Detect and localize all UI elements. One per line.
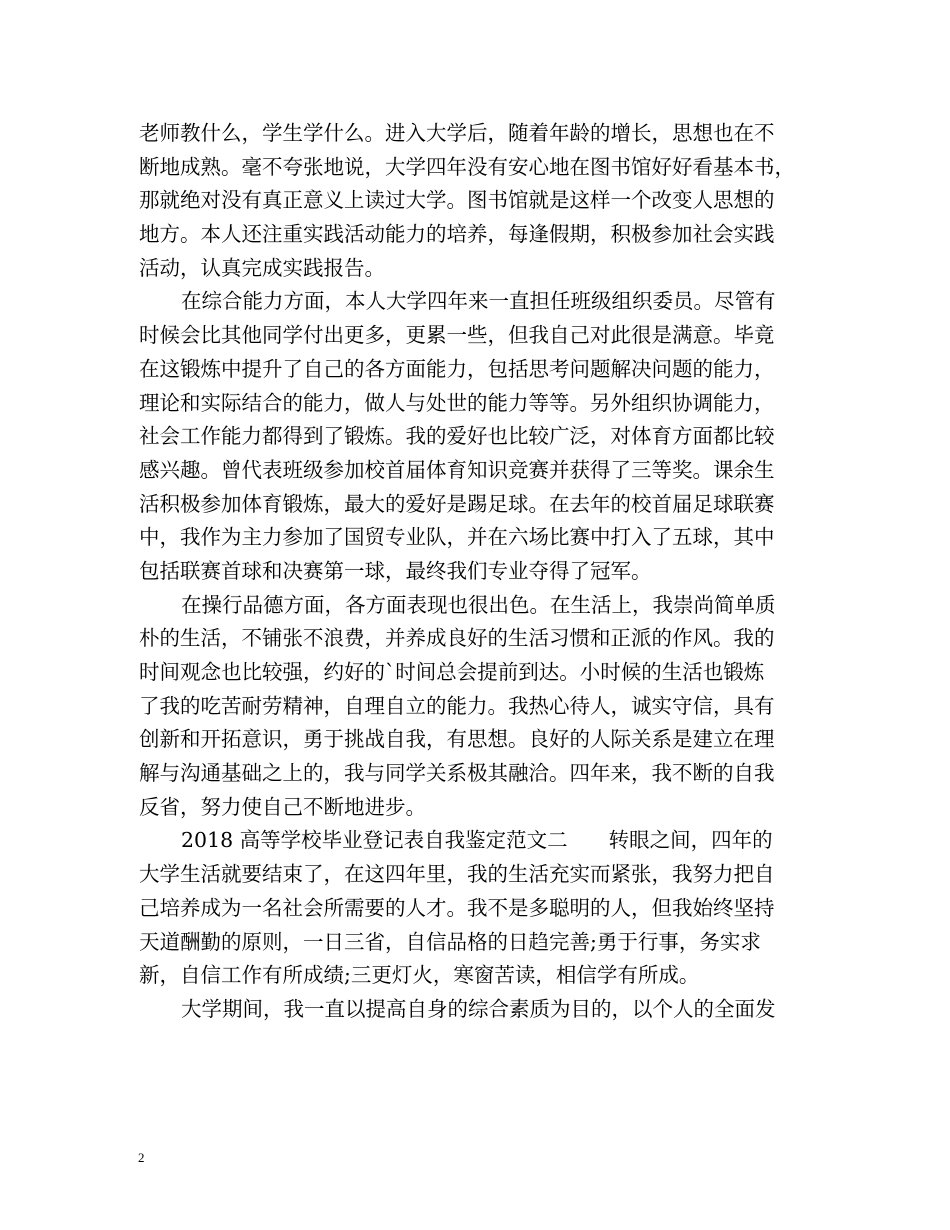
text-line: 社会工作能力都得到了锻炼。我的爱好也比较广泛，对体育方面都比较 (139, 424, 775, 449)
text-line: 在操行品德方面，各方面表现也很出色。在生活上，我崇尚简单质 (181, 592, 776, 617)
text-line: 时间观念也比较强，约好的`时间总会提前到达。小时候的生活也锻炼 (139, 660, 765, 684)
text-line: 感兴趣。曾代表班级参加校首届体育知识竞赛并获得了三等奖。课余生 (139, 457, 775, 482)
text-line: 己培养成为一名社会所需要的人才。我不是多聪明的人，但我始终坚持 (139, 895, 775, 920)
text-line: 理论和实际结合的能力，做人与处世的能力等等。另外组织协调能力， (139, 390, 775, 415)
text-line: 断地成熟。毫不夸张地说，大学四年没有安心地在图书馆好好看基本书， (139, 154, 795, 179)
text-line: 包括联赛首球和决赛第一球，最终我们专业夺得了冠军。 (139, 558, 652, 583)
page-number: 2 (138, 1150, 145, 1165)
text-line: 2018 高等学校毕业登记表自我鉴定范文二 转眼之间，四年的 (181, 828, 773, 853)
text-line: 活动，认真完成实践报告。 (139, 255, 385, 280)
text-line: 大学期间，我一直以提高自身的综合素质为目的，以个人的全面发 (181, 996, 776, 1021)
text-line: 在综合能力方面，本人大学四年来一直担任班级组织委员。尽管有 (181, 289, 776, 314)
text-line: 反省，努力使自己不断地进步。 (139, 794, 426, 819)
text-line: 老师教什么，学生学什么。进入大学后，随着年龄的增长，思想也在不 (139, 121, 775, 145)
document-body (139, 117, 819, 1027)
text-line: 天道酬勤的原则，一日三省，自信品格的日趋完善;勇于行事，务实求 (139, 929, 761, 954)
text-line: 中，我作为主力参加了国贸专业队，并在六场比赛中打入了五球，其中 (139, 525, 775, 550)
text-line: 在这锻炼中提升了自己的各方面能力，包括思考问题解决问题的能力， (139, 356, 775, 381)
text-line: 了我的吃苦耐劳精神，自理自立的能力。我热心待人，诚实守信，具有 (139, 693, 775, 718)
text-line: 创新和开拓意识，勇于挑战自我，有思想。良好的人际关系是建立在理 (139, 727, 775, 752)
text-line: 大学生活就要结束了，在这四年里，我的生活充实而紧张，我努力把自 (139, 862, 775, 887)
text-line: 地方。本人还注重实践活动能力的培养，每逢假期，积极参加社会实践 (139, 222, 775, 247)
text-line: 那就绝对没有真正意义上读过大学。图书馆就是这样一个改变人思想的 (139, 188, 775, 213)
text-line: 活积极参加体育锻炼，最大的爱好是踢足球。在去年的校首届足球联赛 (139, 491, 775, 516)
text-line: 时候会比其他同学付出更多，更累一些，但我自己对此很是满意。毕竟 (139, 323, 775, 348)
text-line: 解与沟通基础之上的，我与同学关系极其融洽。四年来，我不断的自我 (139, 761, 775, 786)
text-line: 朴的生活，不铺张不浪费，并养成良好的生活习惯和正派的作风。我的 (139, 626, 775, 651)
text-line: 新，自信工作有所成绩;三更灯火，寒窗苦读，相信学有所成。 (139, 963, 700, 988)
